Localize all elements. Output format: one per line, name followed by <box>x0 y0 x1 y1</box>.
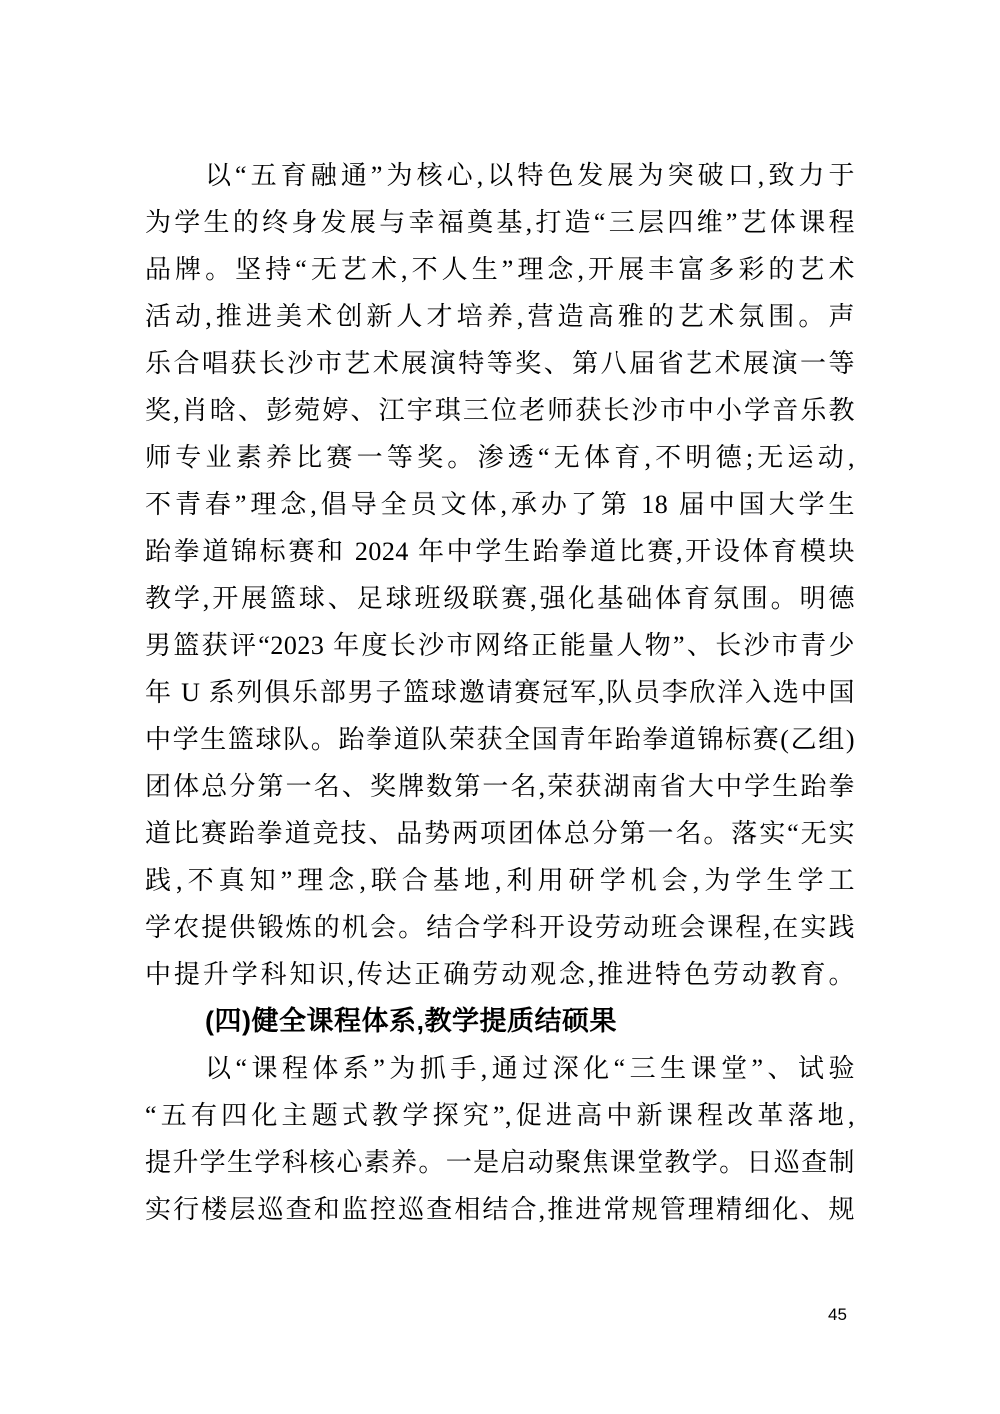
paragraph-line: 品牌。坚持“无艺术,不人生”理念,开展丰富多彩的艺术 <box>145 255 855 284</box>
paragraph-line: 奖,肖晗、彭菀婷、江宇琪三位老师获长沙市中小学音乐教 <box>145 396 855 425</box>
paragraph-line: 教学,开展篮球、足球班级联赛,强化基础体育氛围。明德 <box>145 584 855 613</box>
section-heading: (四)健全课程体系,教学提质结硕果 <box>205 1006 617 1036</box>
paragraph-line: 师专业素养比赛一等奖。渗透“无体育,不明德;无运动, <box>145 443 855 472</box>
paragraph-line: 学农提供锻炼的机会。结合学科开设劳动班会课程,在实践 <box>145 913 855 942</box>
paragraph-line: 以“五育融通”为核心,以特色发展为突破口,致力于 <box>205 161 855 190</box>
paragraph-line: 践,不真知”理念,联合基地,利用研学机会,为学生学工 <box>145 866 855 895</box>
paragraph-line: 活动,推进美术创新人才培养,营造高雅的艺术氛围。声 <box>145 302 855 331</box>
paragraph-line: 团体总分第一名、奖牌数第一名,荣获湖南省大中学生跆拳 <box>145 772 855 801</box>
paragraph-line: 以“课程体系”为抓手,通过深化“三生课堂”、试验 <box>205 1054 855 1083</box>
paragraph-line: 男篮获评“2023 年度长沙市网络正能量人物”、长沙市青少 <box>145 631 855 660</box>
paragraph-line: 不青春”理念,倡导全员文体,承办了第 18 届中国大学生 <box>145 490 855 519</box>
paragraph-line: 乐合唱获长沙市艺术展演特等奖、第八届省艺术展演一等 <box>145 349 855 378</box>
paragraph-line: 实行楼层巡查和监控巡查相结合,推进常规管理精细化、规 <box>145 1195 855 1224</box>
page-number: 45 <box>828 1305 847 1324</box>
paragraph-line: 中提升学科知识,传达正确劳动观念,推进特色劳动教育。 <box>145 960 855 989</box>
text-block <box>145 152 855 1233</box>
paragraph-line: 年 U 系列俱乐部男子篮球邀请赛冠军,队员李欣洋入选中国 <box>145 678 855 707</box>
paragraph-line: 提升学生学科核心素养。一是启动聚焦课堂教学。日巡查制 <box>145 1148 855 1177</box>
paragraph-line: 跆拳道锦标赛和 2024 年中学生跆拳道比赛,开设体育模块 <box>145 537 855 566</box>
paragraph-line: 中学生篮球队。跆拳道队荣获全国青年跆拳道锦标赛(乙组) <box>145 725 855 754</box>
paragraph-line: 为学生的终身发展与幸福奠基,打造“三层四维”艺体课程 <box>145 208 855 237</box>
paragraph-line: 道比赛跆拳道竞技、品势两项团体总分第一名。落实“无实 <box>145 819 855 848</box>
paragraph-line: “五有四化主题式教学探究”,促进高中新课程改革落地, <box>145 1101 855 1130</box>
